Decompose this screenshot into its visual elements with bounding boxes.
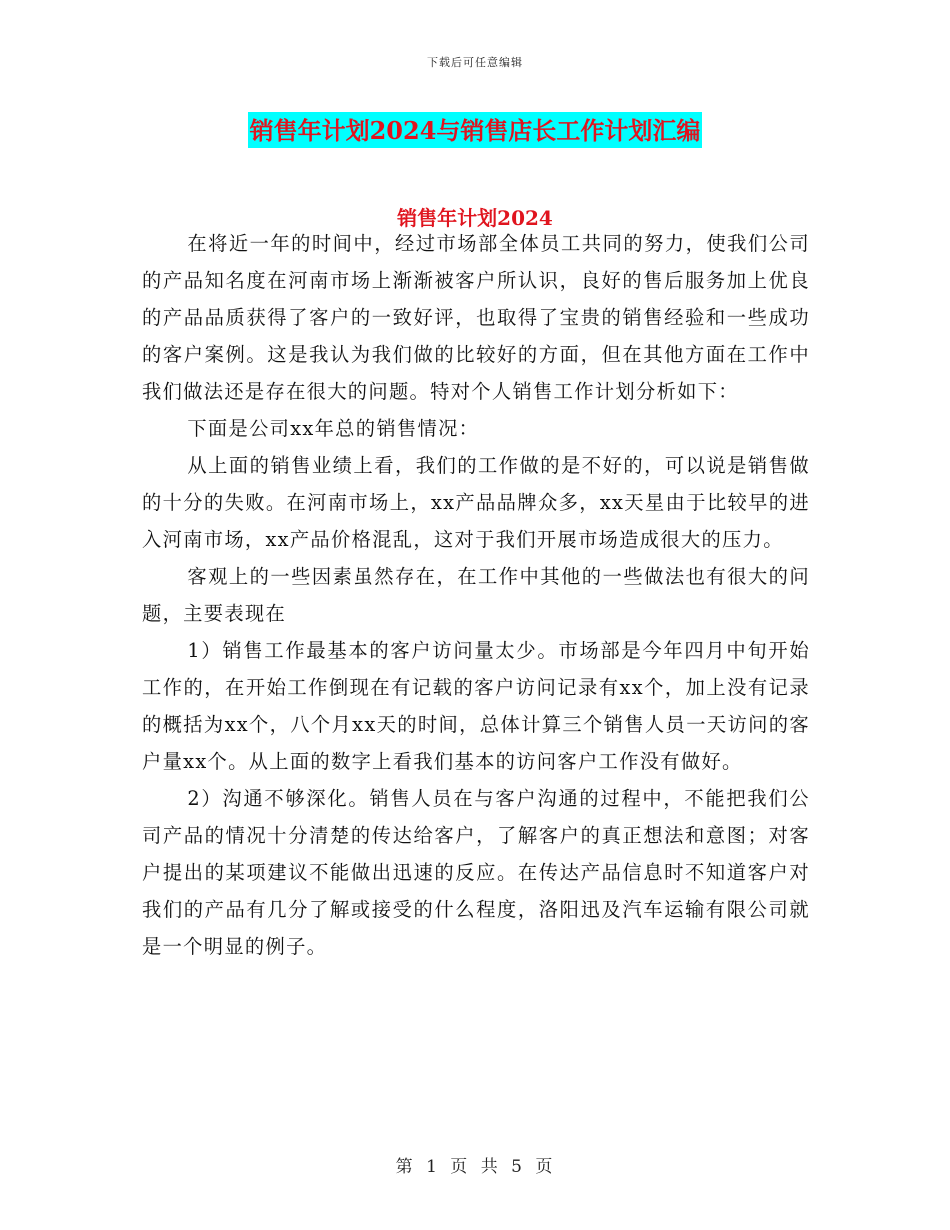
section-title: 销售年计划2024	[397, 206, 553, 230]
document-title-text: 销售年计划2024与销售店长工作计划汇编	[248, 112, 703, 148]
paragraph: 客观上的一些因素虽然存在，在工作中其他的一些做法也有很大的问题，主要表现在	[142, 565, 810, 625]
paragraph: 从上面的销售业绩上看，我们的工作做的是不好的，可以说是销售做的十分的失败。在河南市场上，xx产品品牌众多，xx天星由于比较早的进入河南市场，xx产品价格混乱，这对于我们开展市场造成很大的压力。	[142, 454, 810, 551]
paragraph: 下面是公司xx年总的销售情况：	[187, 417, 480, 440]
page-header-note: 下载后可任意编辑	[427, 56, 523, 69]
document-title	[0, 112, 950, 148]
paragraph: 在将近一年的时间中，经过市场部全体员工共同的努力，使我们公司的产品知名度在河南市场上渐渐被客户所认识，良好的售后服务加上优良的产品品质获得了客户的一致好评，也取得了宝贵的销售经验和一些成功的客户案例。这是我认为我们做的比较好的方面，但在其他方面在工作中我们做法还是存在很大的问题。特对个人销售工作计划分析如下：	[142, 232, 810, 403]
paragraph: 1）销售工作最基本的客户访问量太少。市场部是今年四月中旬开始工作的，在开始工作倒现在有记载的客户访问记录有xx个，加上没有记录的概括为xx个，八个月xx天的时间，总体计算三个销售人员一天访问的客户量xx个。从上面的数字上看我们基本的访问客户工作没有做好。	[142, 639, 810, 773]
paragraph: 2）沟通不够深化。销售人员在与客户沟通的过程中，不能把我们公司产品的情况十分清楚的传达给客户，了解客户的真正想法和意图；对客户提出的某项建议不能做出迅速的反应。在传达产品信息时不知道客户对我们的产品有几分了解或接受的什么程度，洛阳迅及汽车运输有限公司就是一个明显的例子。	[142, 787, 810, 958]
page-footer: 第 1 页 共 5 页	[395, 1157, 555, 1177]
document-body	[142, 225, 810, 965]
